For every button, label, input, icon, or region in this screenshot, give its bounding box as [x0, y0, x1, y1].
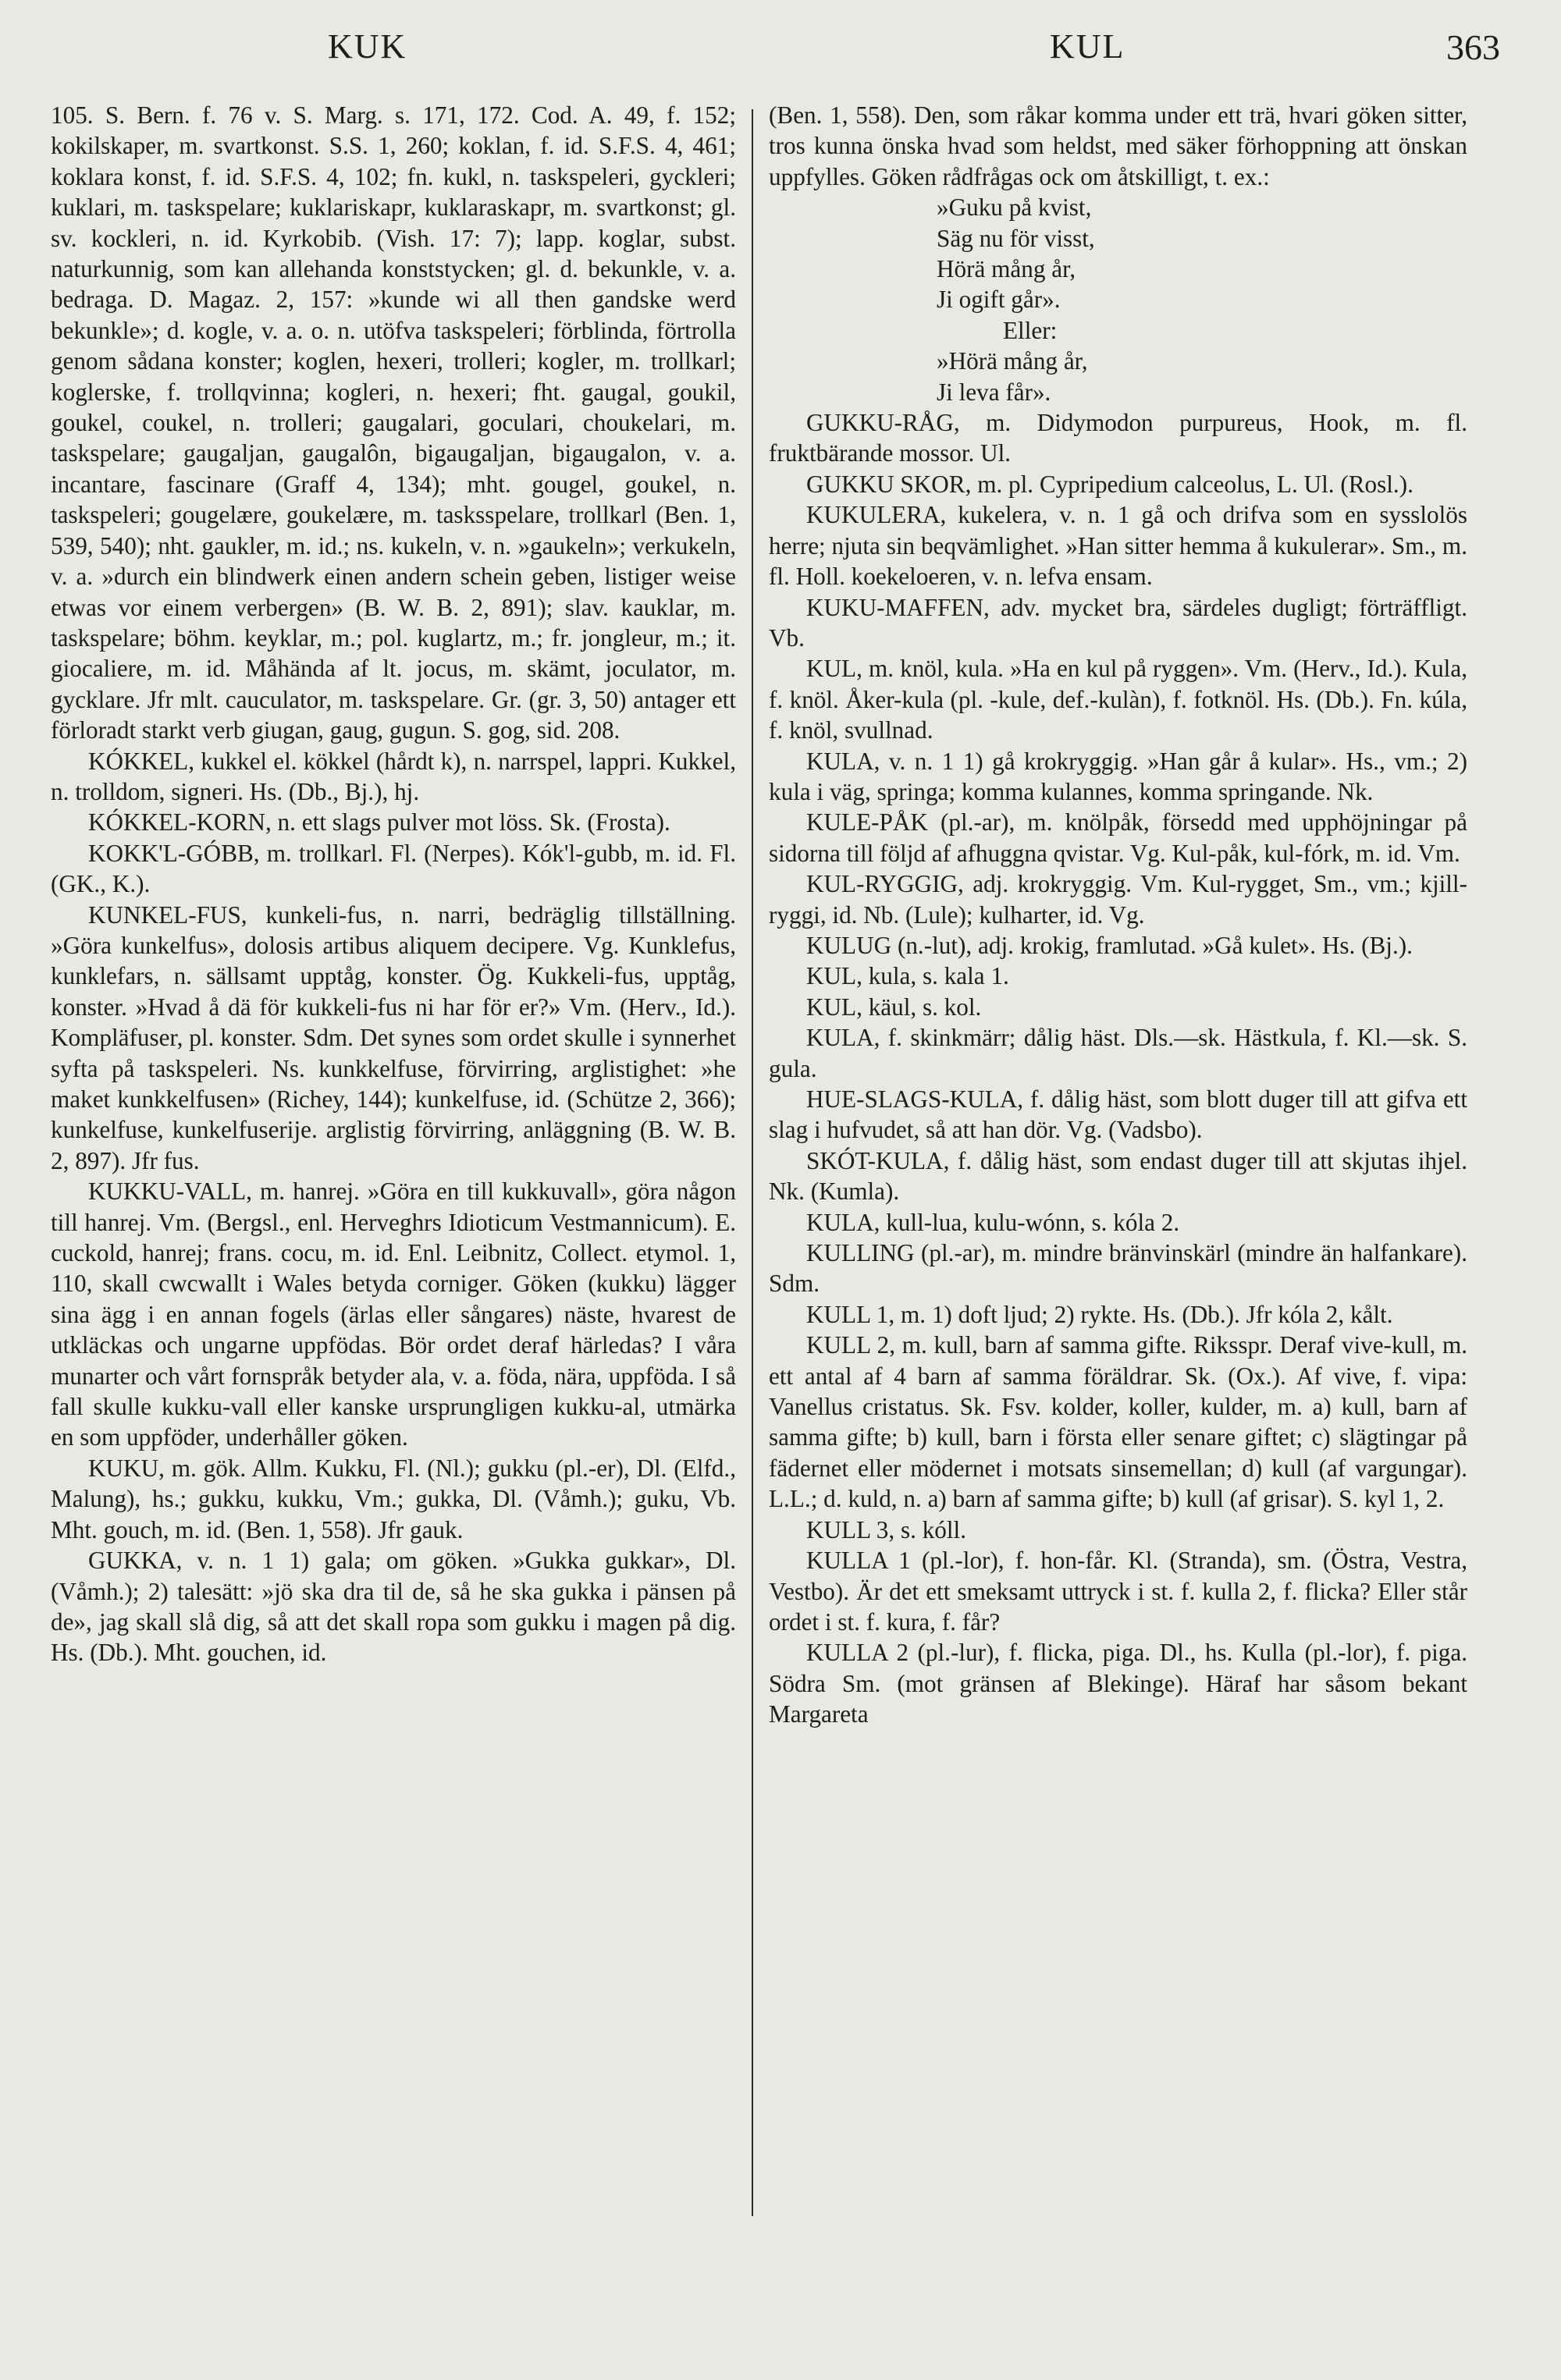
running-head-right: KUL — [1050, 27, 1125, 66]
entry-kokkel-korn: KÓKKEL-KORN, n. ett slags pulver mot löss. Sk. (Frosta). — [88, 808, 670, 837]
entry-kula-noun: KULA, f. skinkmärr; dålig häst. Dls.—sk. Hästkula, f. Kl.—sk. S. gula. — [769, 1024, 1467, 1082]
entry-gukku-rag: GUKKU-RÅG, m. Didymodon purpureus, Hook, m. fl. fruktbärande mossor. Ul. — [769, 409, 1467, 467]
entry-kull-1: KULL 1, m. 1) doft ljud; 2) rykte. Hs. (Db.). Jfr kóla 2, kålt. — [806, 1300, 1393, 1328]
entry-kukulera: KUKULERA, kukelera, v. n. 1 gå och drifva som en sysslolös herre; njuta sin beqvämlighet. »Han sitter hemma å kukulerar». Sm., m. fl. Holl. koekeloeren, v. n. lefva ensam. — [769, 501, 1467, 591]
verse-alternative-label: Eller: — [1003, 316, 1058, 344]
entry-kule-pak: KULE-PÅK (pl.-ar), m. knölpåk, försedd med upphöjningar på sidorna till följd af afhuggna qvistar. Vg. Kul-påk, kul-fórk, m. id. Vm. — [769, 808, 1467, 867]
entry-kul-kaul: KUL, käul, s. kol. — [806, 993, 982, 1021]
entry-skot-kula: SKÓT-KULA, f. dålig häst, som endast duger till att skjutas ihjel. Nk. (Kumla). — [769, 1146, 1467, 1206]
entry-kuku: KUKU, m. gök. Allm. Kukku, Fl. (Nl.); gukku (pl.-er), Dl. (Elfd., Malung), hs.; gukku, kukku, Vm.; gukka, Dl. (Våmh.); guku, Vb. Mht. gouch, m. id. (Ben. 1, 558). Jfr gauk. — [51, 1454, 736, 1543]
entry-kul-ryggig: KUL-RYGGIG, adj. krokryggig. Vm. Kul-rygget, Sm., vm.; kjill-ryggi, id. Nb. (Lule); kulharter, id. Vg. — [769, 870, 1467, 929]
entry-gukku-skor: GUKKU SKOR, m. pl. Cypripedium calceolus, L. Ul. (Rosl.). — [806, 470, 1413, 498]
entry-kuku-maffen: KUKU-MAFFEN, adv. mycket bra, särdeles dugligt; förträffligt. Vb. — [769, 593, 1467, 652]
entry-kula-kull-lua: KULA, kull-lua, kulu-wónn, s. kóla 2. — [806, 1208, 1180, 1236]
entry-kull-3: KULL 3, s. kóll. — [806, 1515, 967, 1543]
verse-line: Ji ogift går». — [937, 286, 1061, 314]
entry-kulla-1: KULLA 1 (pl.-lor), f. hon-får. Kl. (Stranda), sm. (Östra, Vestra, Vestbo). Är det ett smeksamt uttryck i st. f. kulla 2, f. flicka? Eller står ordet i st. f. kura, f. får? — [769, 1547, 1467, 1636]
verse-line: »Guku på kvist, — [937, 194, 1092, 222]
entry-kul-kula: KUL, kula, s. kala 1. — [806, 962, 1009, 990]
entry-kulug: KULUG (n.-lut), adj. krokig, framlutad. »Gå kulet». Hs. (Bj.). — [806, 931, 1413, 959]
running-head-left: KUK — [328, 27, 407, 66]
entry-kukku-vall: KUKKU-VALL, m. hanrej. »Göra en till kukkuvall», göra någon till hanrej. Vm. (Bergsl., enl. Herveghrs Idioticum Vestmannicum). E. cuckold, hanrej; frans. cocu, m. id. Enl. Leibnitz, Collect. etymol. 1, 110, skall cwcwallt i Wales betyda corniger. Göken (kukku) lägger sina ägg i en annan fogels (ärlas eller sångares) näste, hvarest de utkläckas och ungarne uppfödas. Bör ordet deraf härledas? I våra munarter och vårt fornspråk betyder ala, v. a. föda, nära, uppföda. I så fall skulle kukku-vall eller kanske ursprungligen kukku-al, utmärka en som uppföder, underhåller göken. — [51, 1178, 736, 1451]
entry-kunkel-fus: KUNKEL-FUS, kunkeli-fus, n. narri, bedräglig tillställning. »Göra kunkelfus», dolosis artibus aliquem decipere. Vg. Kunklefus, kunklefars, n. sällsamt upptåg, konster. Ög. Kukkeli-fus, upptåg, konster. »Hvad å dä för kukkeli-fus ni har för er?» Vm. (Herv., Id.). Kompläfuser, pl. konster. Sdm. Det synes som ordet skulle i synnerhet syfta på taskspeleri. Ns. kunkkelfuse, förvirring, arglistighet: »he maket kunkkelfusen» (Richey, 144); kunkelfuse, id. (Schütze 2, 366); kunkelfuse, kunkelfuserije. arglistig förvirring, anläggning (B. W. B. 2, 897). Jfr fus. — [51, 900, 736, 1174]
column-divider — [752, 109, 753, 2216]
left-column — [51, 100, 736, 1668]
entry-kokkel: KÓKKEL, kukkel el. kökkel (hårdt k), n. narrspel, lappri. Kukkel, n. trolldom, signeri. Hs. (Db., Bj.), hj. — [51, 747, 736, 805]
entry-kokkl-gobb: KOKK'L-GÓBB, m. trollkarl. Fl. (Nerpes). Kók'l-gubb, m. id. Fl. (GK., K.). — [51, 839, 736, 898]
entry-continuation-right: (Ben. 1, 558). Den, som råkar komma under ett trä, hvari göken sitter, tros kunna önska hvad som heldst, med säker förhoppning att önskan uppfylles. Göken rådfrågas ock om åtskilligt, t. ex.: — [769, 101, 1467, 190]
entry-kulla-2: KULLA 2 (pl.-lur), f. flicka, piga. Dl., hs. Kulla (pl.-lor), f. piga. Södra Sm. (mot gränsen af Blekinge). Häraf har såsom bekant Margareta — [769, 1639, 1467, 1728]
entry-gukka: GUKKA, v. n. 1 1) gala; om göken. »Gukka gukkar», Dl. (Våmh.); 2) talesätt: »jö ska dra til de, så he ska gukka i pänsen på de», jag skall slå dig, så att det skall ropa som gukku i magen på dig. Hs. (Db.). Mht. gouchen, id. — [51, 1547, 736, 1667]
page-number: 363 — [1446, 27, 1500, 67]
entry-kulling: KULLING (pl.-ar), m. mindre bränvinskärl (mindre än halfankare). Sdm. — [769, 1239, 1467, 1298]
entry-kull-2: KULL 2, m. kull, barn af samma gifte. Riksspr. Deraf vive-kull, m. ett antal af 4 barn af samma föräldrar. Sk. (Ox.). Af vive, f. vipa: Vanellus cristatus. Sk. Fsv. kolder, koller, kulder, m. a) kull, barn af samma gifte; b) kull, barn i första eller senare giftet; c) slägtingar på fädernet eller mödernet i motsats sinsemellan; d) kull (af vargungar). L.L.; d. kuld, n. a) barn af samma gifte; b) kull (af grisar). S. kyl 1, 2. — [769, 1331, 1467, 1513]
verse-line: Säg nu för visst, — [937, 224, 1095, 252]
entry-hue-slags-kula: HUE-SLAGS-KULA, f. dålig häst, som blott duger till att gifva ett slag i hufvudet, så att han dör. Vg. (Vadsbo). — [769, 1085, 1467, 1144]
right-column — [769, 100, 1467, 1730]
entry-kula-verb: KULA, v. n. 1 1) gå krokryggig. »Han går å kular». Hs., vm.; 2) kula i väg, springa; komma kulannes, komma springande. Nk. — [769, 747, 1467, 805]
entry-continuation: 105. S. Bern. f. 76 v. S. Marg. s. 171, 172. Cod. A. 49, f. 152; kokilskaper, m. svartkonst. S.S. 1, 260; koklan, f. id. S.F.S. 4, 461; koklara konst, f. id. S.F.S. 4, 102; fn. kukl, n. taskspeleri, gyckleri; kuklari, m. taskspelare; kuklariskapr, kuklaraskapr, m. svartkonst; gl. sv. kockleri, n. id. Kyrkobib. (Vish. 17: 7); lapp. koglar, subst. naturkunnig, som kan allehanda konststycken; gl. d. bekunkle, v. a. bedraga. D. Magaz. 2, 157: »kunde wi all then gandske werd bekunkle»; d. kogle, v. a. o. n. utöfva taskspeleri; förblinda, förtrolla genom sådana konster; koglen, hexeri, trolleri; kogler, m. trollkarl; koglerske, f. trollqvinna; kogleri, n. hexeri; fht. gaugal, goukil, goukel, coukel, n. trolleri; gaugalari, goculari, choukelari, m. taskspelare; gaugaljan, gaugalôn, bigaugaljan, bigaugalon, v. a. incantare, fascinare (Graff 4, 134); mht. gougel, goukel, n. taskspeleri; gougelære, goukelære, m. tasksspelare, trollkarl (Ben. 1, 539, 540); nht. gaukler, m. id.; ns. kukeln, v. n. »gaukeln»; verkukeln, v. a. »durch ein blindwerk einen andern schein geben, listiger weise etwas vor einem verbergen» (B. W. B. 2, 891); slav. kauklar, m. taskspelare; böhm. keyklar, m.; pol. kuglartz, m.; fr. jongleur, m.; it. giocaliere, m. id. Måhända af lt. jocus, m. skämt, joculator, m. gycklare. Jfr mlt. cauculator, m. taskspelare. Gr. (gr. 3, 50) antager ett förloradt starkt verb giugan, gaug, gugun. S. gog, sid. 208. — [51, 101, 736, 744]
entry-kul: KUL, m. knöl, kula. »Ha en kul på ryggen». Vm. (Herv., Id.). Kula, f. knöl. Åker-kula (pl. -kule, def.-kulàn), f. fotknöl. Hs. (Db.). Fn. kúla, f. knöl, svullnad. — [769, 655, 1467, 744]
verse-line: »Hörä mång år, — [937, 347, 1088, 375]
verse-line: Hörä mång år, — [937, 255, 1076, 283]
verse-line: Ji leva får». — [937, 378, 1051, 406]
